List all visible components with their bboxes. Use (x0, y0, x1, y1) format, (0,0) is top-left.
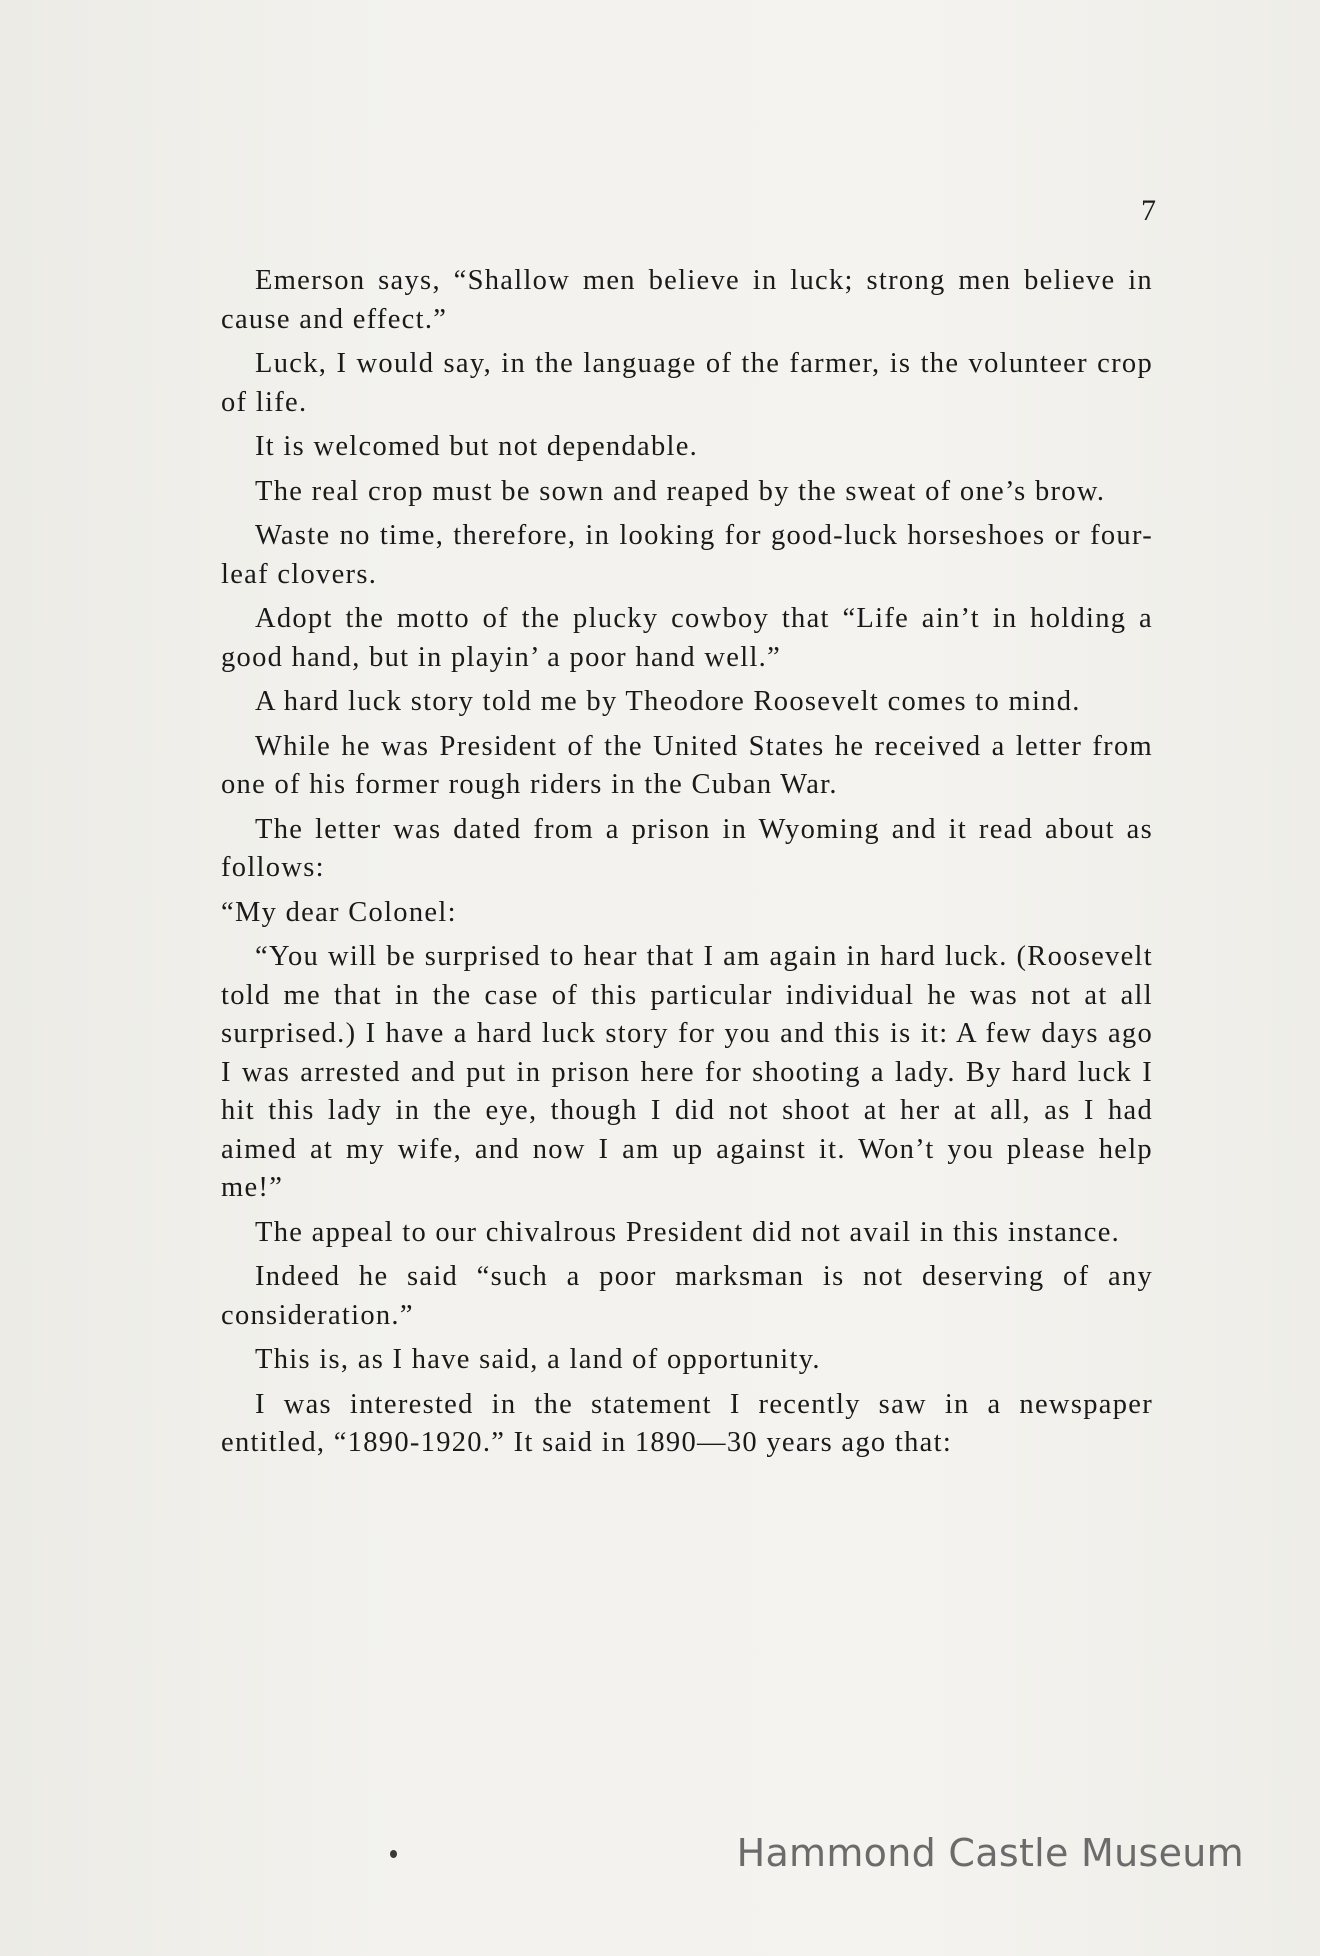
letter-body: “You will be surprised to hear that I am again in hard luck. (Roosevelt told me that in the case of this particular individual he was not at all surprised.) I have a hard luck story for you and this is it: A few days ago I was arrested and put in prison here for shooting a lady. By hard luck I hit this lady in the eye, though I did not shoot at her at all, as I had aimed at my wife, and now I am up against it. Won’t you please help me!” (221, 941, 1153, 1203)
paragraph: A hard luck story told me by Theodore Roosevelt comes to mind. (255, 686, 1081, 717)
paragraph: It is welcomed but not dependable. (255, 431, 699, 462)
page-number: 7 (1141, 194, 1156, 227)
paragraph: Adopt the motto of the plucky cowboy that “Life ain’t in holding a good hand, but in playin’ a poor hand well.” (221, 603, 1153, 673)
body-text (221, 262, 1153, 1469)
watermark: Hammond Castle Museum (736, 1831, 1244, 1875)
paragraph: The letter was dated from a prison in Wyoming and it read about as follows: (221, 813, 1153, 883)
paragraph: Waste no time, therefore, in looking for good-luck horseshoes or four-leaf clovers. (221, 520, 1153, 590)
paragraph: I was interested in the statement I recently saw in a newspaper entitled, “1890-1920.” It said in 1890—30 years ago that: (221, 1388, 1153, 1458)
paragraph: While he was President of the United States he received a letter from one of his former rough riders in the Cuban War. (221, 730, 1153, 800)
paragraph: The real crop must be sown and reaped by the sweat of one’s brow. (255, 475, 1106, 507)
letter-salutation: “My dear Colonel: (221, 896, 457, 928)
ink-speck (390, 1850, 397, 1858)
paragraph: Indeed he said “such a poor marksman is not deserving of any consideration.” (221, 1261, 1153, 1331)
paragraph: Luck, I would say, in the language of the farmer, is the volunteer crop of life. (221, 348, 1153, 418)
paragraph: This is, as I have said, a land of opportunity. (255, 1344, 821, 1375)
paragraph: Emerson says, “Shallow men believe in luck; strong men believe in cause and effect.” (221, 265, 1153, 335)
paragraph: The appeal to our chivalrous President did not avail in this instance. (255, 1216, 1121, 1248)
